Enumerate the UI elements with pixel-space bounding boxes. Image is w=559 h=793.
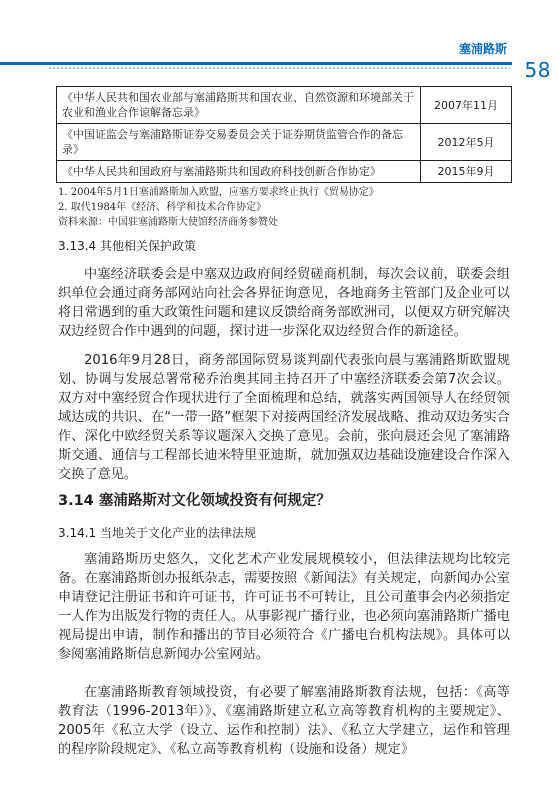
agreements-table xyxy=(56,86,512,183)
table-notes xyxy=(58,185,379,230)
body-paragraph: 中塞经济联委会是中塞双边政府间经贸磋商机制，每次会议前，联委会组织单位会通过商务部网站向社会各界征询意见，各地商务主管部门及企业可以将日常遇到的重大政策性问题和建议反馈给商务部欧洲司，以便双方研究解决双边经贸合作中遇到的问题，探讨进一步深化双边经贸合作的新途径。 xyxy=(58,267,510,339)
source-note: 资料来源：中国驻塞浦路斯大使馆经济商务参赞处 xyxy=(58,217,278,228)
header-rule xyxy=(0,62,512,65)
agreement-name: 《中国证监会与塞浦路斯证券交易委员会关于证券期货监管合作的备忘录》 xyxy=(57,124,421,161)
table-note: 1. 2004年5月1日塞浦路斯加入欧盟，应塞方要求终止执行《贸易协定》 xyxy=(58,187,379,198)
agreement-date: 2015年9月 xyxy=(421,161,512,183)
section-heading-3-14-1: 3.14.1 当地关于文化产业的法律法规 xyxy=(58,526,256,540)
agreement-date: 2012年5月 xyxy=(421,124,512,161)
table-row xyxy=(57,161,512,183)
body-paragraph: 塞浦路斯历史悠久，文化艺术产业发展规模较小，但法律法规均比较完备。在塞浦路斯创办报纸杂志，需要按照《新闻法》有关规定，向新闻办公室申请登记注册证书和许可证书，许可证书不可转让，且公司董事会内必须指定一人作为出版发行物的责任人。从事影视广播行业，也必须向塞浦路斯广播电视局提出申请，制作和播出的节目必须符合《广播电台机构法规》。具体可以参阅塞浦路斯信息新闻办公室网站。 xyxy=(58,552,510,662)
body-paragraph: 在塞浦路斯教育领域投资，有必要了解塞浦路斯教育法规，包括：《高等教育法（1996-2013年）》、《塞浦路斯建立私立高等教育机构的主要规定》、2005年《私立大学（设立、运作和控制）法》、《私立大学建立，运作和管理的程序阶段规定》、《私立高等教育机构（设施和设备）规定》 xyxy=(58,685,510,757)
agreement-date: 2007年11月 xyxy=(421,87,512,124)
agreement-name: 《中华人民共和国农业部与塞浦路斯共和国农业、自然资源和环境部关于农业和渔业合作谅解备忘录》 xyxy=(57,87,421,124)
running-header-title: 塞浦路斯 xyxy=(458,42,507,56)
table-row xyxy=(57,124,512,161)
section-heading-3-13-4: 3.13.4 其他相关保护政策 xyxy=(58,239,196,253)
page-number: 58 xyxy=(524,58,551,82)
table-row xyxy=(57,87,512,124)
agreement-name: 《中华人民共和国政府与塞浦路斯共和国政府科技创新合作协定》 xyxy=(57,161,421,183)
table-note: 2. 取代1984年《经济、科学和技术合作协定》 xyxy=(58,202,267,213)
body-paragraph: 2016年9月28日，商务部国际贸易谈判副代表张向晨与塞浦路斯欧盟规划、协调与发展总署常秘乔治奥其同主持召开了中塞经济联委会第7次会议。双方对中塞经贸合作现状进行了全面梳理和总结，就落实两国领导人在经贸领域达成的共识、在“一带一路”框架下对接两国经济发展战略、推动双边务实合作、深化中欧经贸关系等议题深入交换了意见。会前，张向晨还会见了塞浦路斯交通、通信与工程部长迪米特里亚迪斯，就加强双边基础设施建设合作深入交换了意见。 xyxy=(58,353,510,482)
section-heading-3-14: 3.14 塞浦路斯对文化领域投资有何规定？ xyxy=(58,493,331,509)
header-dotted-rule xyxy=(48,67,510,69)
